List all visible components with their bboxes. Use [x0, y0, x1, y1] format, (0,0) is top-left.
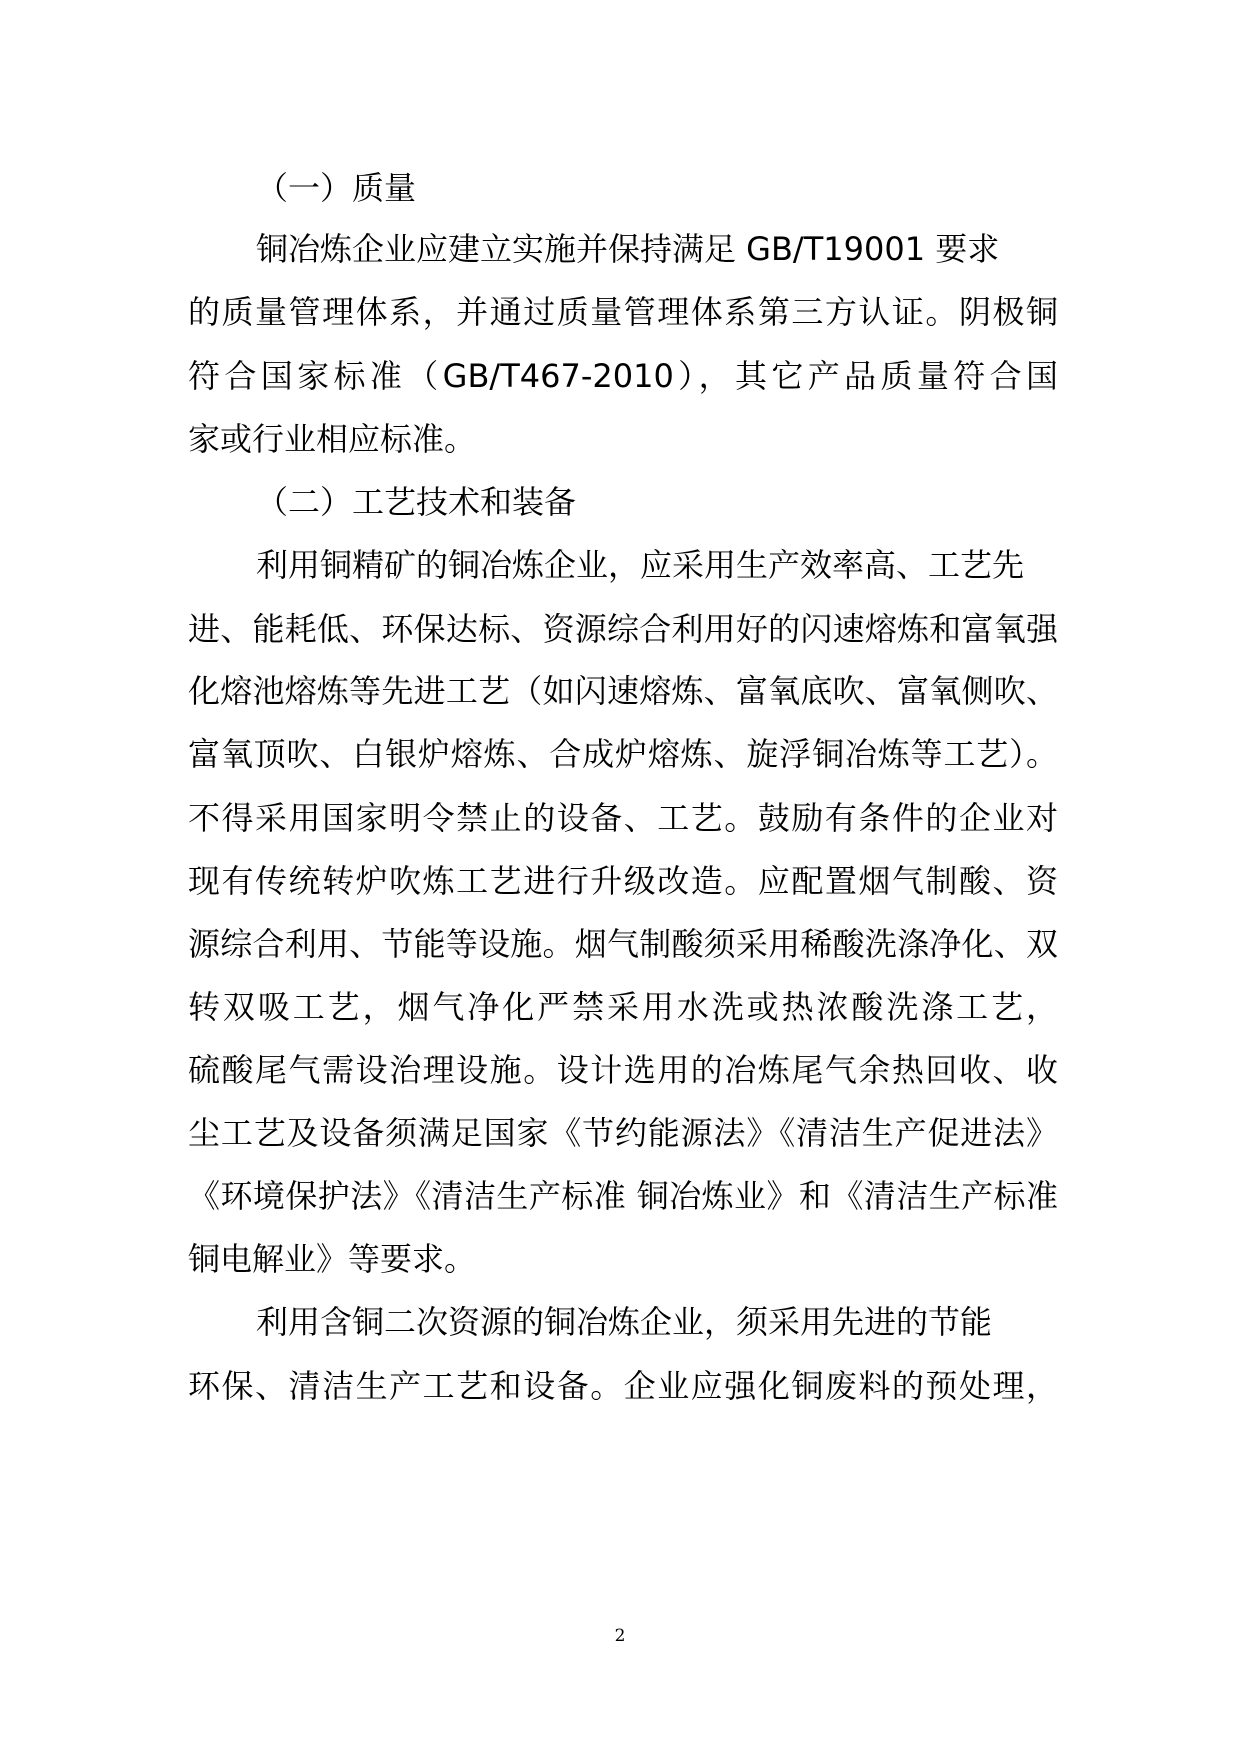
paragraph-line: 富氧顶吹、白银炉熔炼、合成炉熔炼、旋浮铜冶炼等工艺）。: [188, 735, 1058, 773]
paragraph-line: 化熔池熔炼等先进工艺（如闪速熔炼、富氧底吹、富氧侧吹、: [188, 672, 1058, 710]
paragraph-line: 利用铜精矿的铜冶炼企业，应采用生产效率高、工艺先: [256, 546, 1025, 584]
section-heading: （一）质量: [256, 169, 417, 207]
paragraph-line: 符合国家标准（GB/T467-2010），其它产品质量符合国: [188, 357, 1058, 395]
paragraph-line: 尘工艺及设备须满足国家《节约能源法》《清洁生产促进法》: [188, 1114, 1058, 1152]
section-heading: （二）工艺技术和装备: [256, 483, 577, 521]
paragraph-line: 转双吸工艺，烟气净化严禁采用水洗或热浓酸洗涤工艺，: [188, 988, 1058, 1026]
paragraph-line: 进、能耗低、环保达标、资源综合利用好的闪速熔炼和富氧强: [188, 610, 1058, 648]
paragraph-line: 现有传统转炉吹炼工艺进行升级改造。应配置烟气制酸、资: [188, 862, 1058, 900]
paragraph-line: 铜电解业》等要求。: [188, 1240, 477, 1278]
paragraph-line: 环保、清洁生产工艺和设备。企业应强化铜废料的预处理，: [188, 1367, 1058, 1405]
paragraph-line: 《环境保护法》《清洁生产标准 铜冶炼业》和《清洁生产标准: [188, 1177, 1058, 1215]
paragraph-line: 铜冶炼企业应建立实施并保持满足 GB/T19001 要求: [256, 230, 1000, 268]
paragraph-line: 硫酸尾气需设治理设施。设计选用的冶炼尾气余热回收、收: [188, 1051, 1058, 1089]
paragraph-line: 源综合利用、节能等设施。烟气制酸须采用稀酸洗涤净化、双: [188, 925, 1058, 963]
paragraph-line: 的质量管理体系，并通过质量管理体系第三方认证。阴极铜: [188, 293, 1058, 331]
paragraph-line: 利用含铜二次资源的铜冶炼企业，须采用先进的节能: [256, 1303, 993, 1341]
page-number: 2: [614, 1626, 626, 1646]
paragraph-line: 不得采用国家明令禁止的设备、工艺。鼓励有条件的企业对: [188, 799, 1058, 837]
paragraph-line: 家或行业相应标准。: [188, 420, 477, 458]
